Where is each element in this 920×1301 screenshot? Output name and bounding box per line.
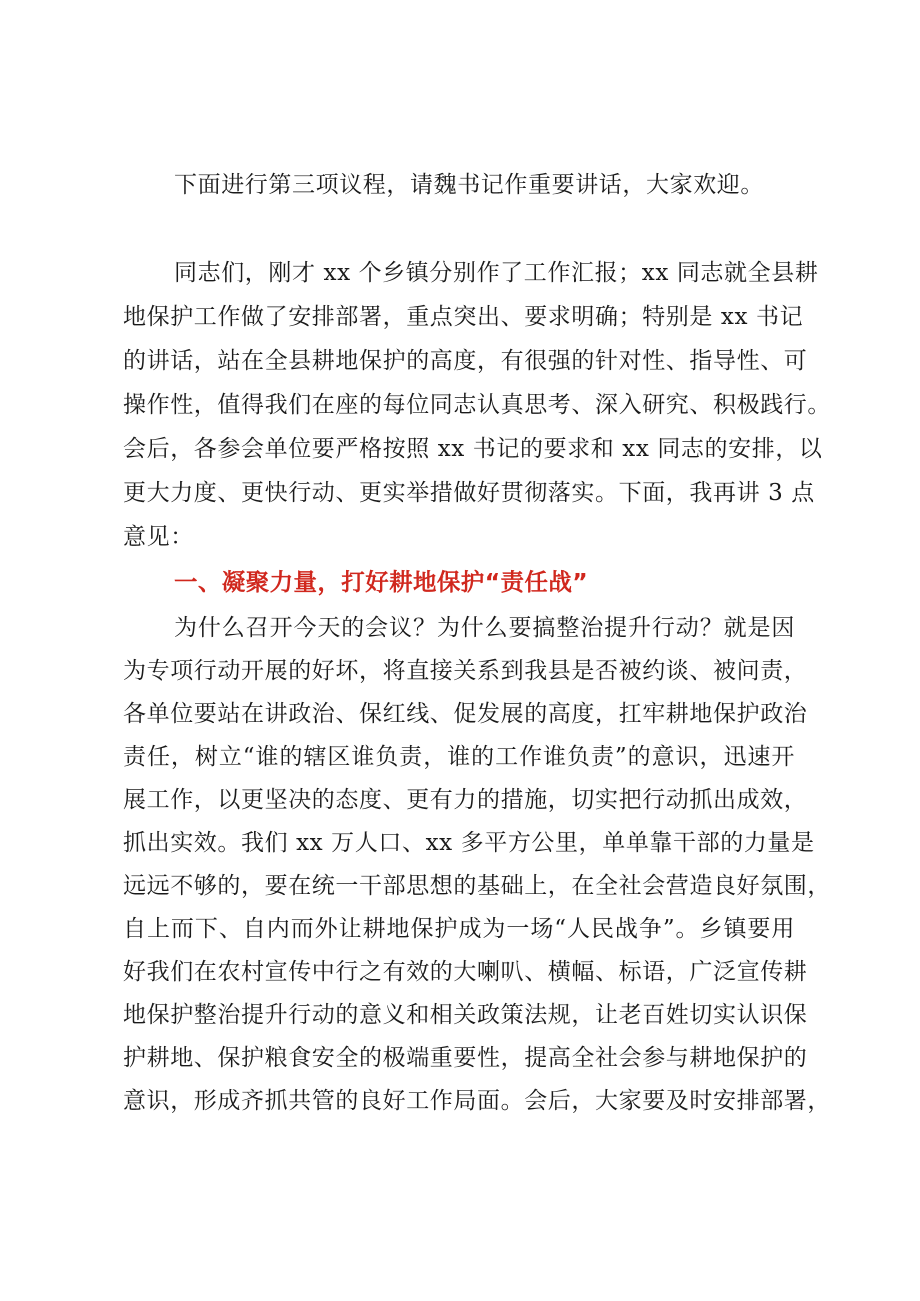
section-heading: 一、凝聚力量，打好耕地保护“责任战”	[174, 568, 589, 596]
paragraph-line: 地保护整治提升行动的意义和相关政策法规，让老百姓切实认识保	[123, 1002, 808, 1028]
intro-line: 下面进行第三项议程，请魏书记作重要讲话，大家欢迎。	[174, 172, 764, 198]
paragraph-line: 操作性，值得我们在座的每位同志认真思考、深入研究、积极践行。	[123, 392, 831, 418]
paragraph-line: 更大力度、更快行动、更实举措做好贯彻落实。下面，我再讲 3 点	[123, 480, 815, 506]
paragraph-line: 为专项行动开展的好坏，将直接关系到我县是否被约谈、被问责，	[123, 658, 808, 684]
paragraph-line: 远远不够的，要在统一干部思想的基础上，在全社会营造良好氛围，	[123, 873, 831, 899]
paragraph-line: 会后，各参会单位要严格按照 xx 书记的要求和 xx 同志的安排，以	[123, 436, 823, 462]
paragraph-line: 意见：	[123, 524, 194, 550]
paragraph-line: 展工作，以更坚决的态度、更有力的措施，切实把行动抓出成效，	[123, 787, 808, 813]
paragraph-line: 自上而下、自内而外让耕地保护成为一场“人民战争”。乡镇要用	[123, 916, 795, 942]
paragraph-line: 同志们，刚才 xx 个乡镇分别作了工作汇报；xx 同志就全县耕	[174, 260, 819, 286]
paragraph-line: 意识，形成齐抓共管的良好工作局面。会后，大家要及时安排部署，	[123, 1088, 831, 1114]
paragraph-line: 为什么召开今天的会议？为什么要搞整治提升行动？就是因	[174, 615, 795, 641]
paragraph-line: 责任，树立“谁的辖区谁负责，谁的工作谁负责”的意识，迅速开	[123, 744, 795, 770]
paragraph-line: 各单位要站在讲政治、保红线、促发展的高度，扛牢耕地保护政治	[123, 701, 808, 727]
paragraph-line: 护耕地、保护粮食安全的极端重要性，提高全社会参与耕地保护的	[123, 1045, 808, 1071]
paragraph-line: 好我们在农村宣传中行之有效的大喇叭、横幅、标语，广泛宣传耕	[123, 959, 808, 985]
paragraph-line: 抓出实效。我们 xx 万人口、xx 多平方公里，单单靠干部的力量是	[123, 830, 815, 856]
paragraph-line: 地保护工作做了安排部署，重点突出、要求明确；特别是 xx 书记	[123, 304, 804, 330]
paragraph-line: 的讲话，站在全县耕地保护的高度，有很强的针对性、指导性、可	[123, 348, 808, 374]
